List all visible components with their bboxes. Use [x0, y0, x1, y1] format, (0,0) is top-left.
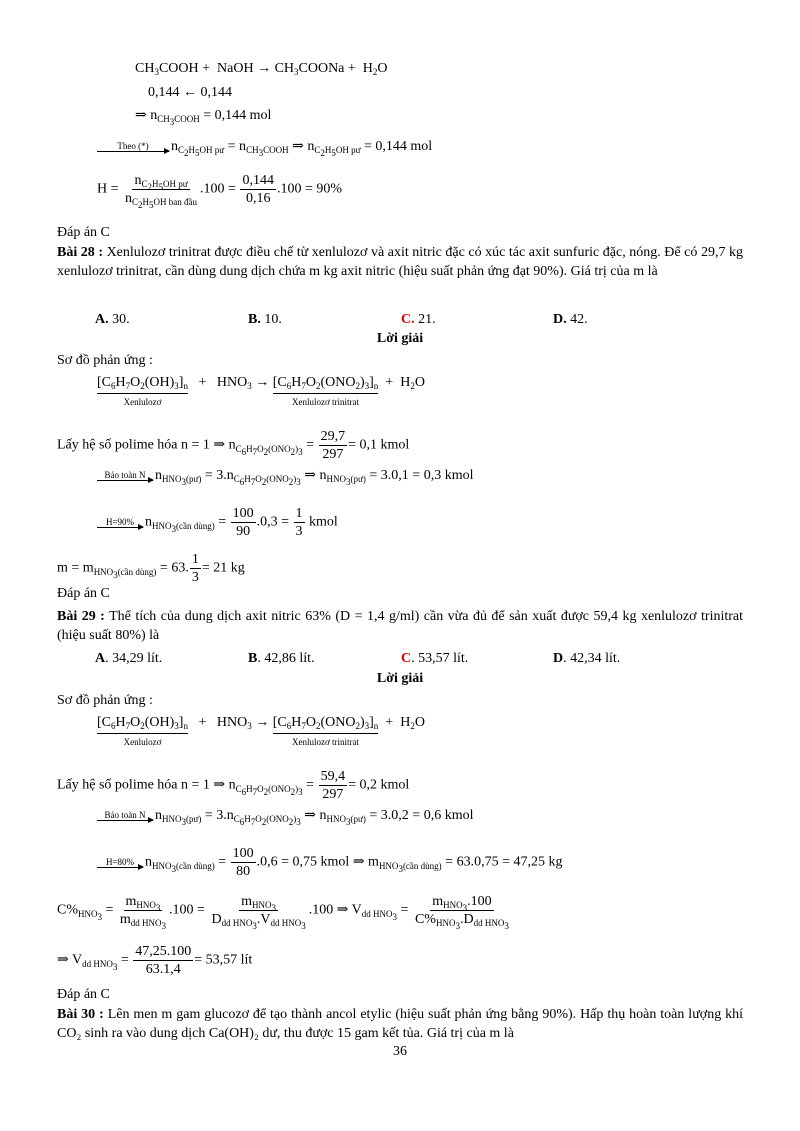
reaction-arrow-icon: H=80% [97, 857, 143, 868]
option-c-bai29: C. 53,57 lít. [401, 651, 469, 666]
option-d-bai28: D. 42. [553, 312, 588, 327]
mass-calc-bai28: $m = m_{HNO_3(cần dùng)} = 63$. $\frac{1}{3}$ = 21 kg [57, 552, 245, 585]
polymer-calc-bai28: Lấy hệ số polime hóa n = 1 ⇒ $n_{C_6H_7O_2(ONO_2)_3}$ = $\frac{29,7}{297}$ = 0,1 kmol [57, 429, 410, 462]
option-b-bai29: B. 42,86 lít. [248, 651, 315, 666]
question-bai28: Bài 28 : Xenlulozơ trinitrat được điều chế từ xenlulozơ và axit nitric đặc có xúc tác axit sunfuric đặc, nóng. Để có 29,7 kg xenlulozơ trinitrat, cần dùng dung dịch chứa m kg axit nitric (hiệu suất phản ứng đạt 90%). Giá trị của m là [57, 245, 744, 279]
reaction-scheme-bai29: $[C_6H_7O_2(OH)_3]_n$ Xenlulozơ + $HNO_3$ → $[C_6H_7O_2(ONO_2)_3]_n$ Xenlulozơ trinitrat + $H_2O$ [97, 715, 425, 747]
question-bai30: Bài 30 : Lên men m gam glucozơ để tạo thành ancol etylic (hiệu suất phản ứng bằng 90%). Hấp thụ hoàn toàn lượng khí CO₂ sinh ra vào dung dịch Ca(OH)₂ dư, thu được 15 gam kết tủa. Giá trị của m là [57, 1007, 744, 1041]
option-a-bai29: A. 34,29 lít. [95, 651, 163, 666]
scheme-title-bai29: Sơ đồ phản ứng : [57, 693, 153, 708]
question-bai29: Bài 29 : Thể tích của dung dịch axit nitric 63% (D = 1,4 g/ml) cần vừa đủ để sản xuất được 59,4 kg xenlulozơ trinitrat (hiệu suất 80%) là [57, 609, 744, 643]
equation-mole-values: 0,144 ← 0,144 [148, 85, 232, 100]
option-d-bai29: D. 42,34 lít. [553, 651, 621, 666]
theo-derivation: Theo (*) $n_{C_2H_5OH pư} = n_{CH_3COOH}$ ⇒ $n_{C_2H_5OH pư} = 0,144$ mol [97, 138, 432, 156]
answer-bai27: Đáp án C [57, 225, 110, 240]
reaction-arrow-icon: Bảo toàn N [97, 470, 153, 481]
option-c-bai28: C. 21. [401, 312, 436, 327]
polymer-calc-bai29: Lấy hệ số polime hóa n = 1 ⇒ $n_{C_6H_7O_2(ONO_2)_3}$ = $\frac{59,4}{297}$ = 0,2 kmol [57, 769, 410, 802]
solution-title-bai28: Lời giải [376, 331, 424, 346]
reaction-arrow-icon: Theo (*) [97, 141, 169, 152]
conservation-calc-bai29: Bảo toàn N $n_{HNO_3(pư)} = 3.n_{C_6H_7O_2(ONO_2)_3}$ ⇒ $n_{HNO_3(pư)} = 3.0,2 = 0,6$ kmol [97, 807, 473, 825]
option-b-bai28: B. 10. [248, 312, 282, 327]
reaction-arrow-icon: H=90% [97, 517, 143, 528]
conservation-calc-bai28: Bảo toàn N $n_{HNO_3(pư)} = 3.n_{C_6H_7O_2(ONO_2)_3}$ ⇒ $n_{HNO_3(pư)} = 3.0,1 = 0,3$ kmol [97, 467, 473, 485]
yield-calc-bai28: H=90% $n_{HNO_3(cần dùng)}$ = $\frac{100}{90}$ .0,3 = $\frac{1}{3}$ kmol [97, 505, 338, 540]
equation-acetic-naoh: $CH_3COOH$ + NaOH → $CH_3COONa + H_2O$ [135, 61, 388, 77]
reaction-arrow-icon: Bảo toàn N [97, 810, 153, 821]
answer-bai29: Đáp án C [57, 987, 110, 1002]
scheme-title-bai28: Sơ đồ phản ứng : [57, 353, 153, 368]
mole-result-acetic: ⇒ $n_{CH_3COOH} = 0,144$ mol [135, 108, 272, 127]
reaction-scheme-bai28: $[C_6H_7O_2(OH)_3]_n$ Xenlulozơ + $HNO_3$ → $[C_6H_7O_2(ONO_2)_3]_n$ Xenlulozơ trinitrat + $H_2O$ [97, 375, 425, 407]
yield-calc-bai29: H=80% $n_{HNO_3(cần dùng)}$ = $\frac{100}{80}$ .0,6 = 0,75 kmol ⇒ $m_{HNO_3(cần dùng)} = 63.0,75 = 47,25$ kg [97, 845, 562, 880]
solution-title-bai29: Lời giải [376, 671, 424, 686]
yield-formula: H = $\frac{n_{C_2H_5OH pư}}{n_{C_2H_5OH ban đầu}}$ .100 = $\frac{0,144}{0,16}$ .100 = 90% [97, 173, 342, 210]
volume-calc-bai29: ⇒ $V_{dd HNO_3}$ = $\frac{47,25.100}{63.1,4}$ = 53,57 lít [57, 944, 253, 977]
page-number: 36 [393, 1044, 407, 1059]
option-a-bai28: A. 30. [95, 312, 130, 327]
concentration-formula-bai29: $C\%_{HNO_3}$ = $\frac{m_{HNO_3}}{m_{dd HNO_3}}$ .100 = $\frac{m_{HNO_3}}{D_{dd HNO_3}.V_{dd HNO_3}}$ .100 ⇒ $V_{dd HNO_3}$ = $\frac{m_{HNO_3}.100}{C\%_{HNO_3}.D_{dd HNO_3}}$ [57, 894, 509, 931]
answer-bai28: Đáp án C [57, 586, 110, 601]
